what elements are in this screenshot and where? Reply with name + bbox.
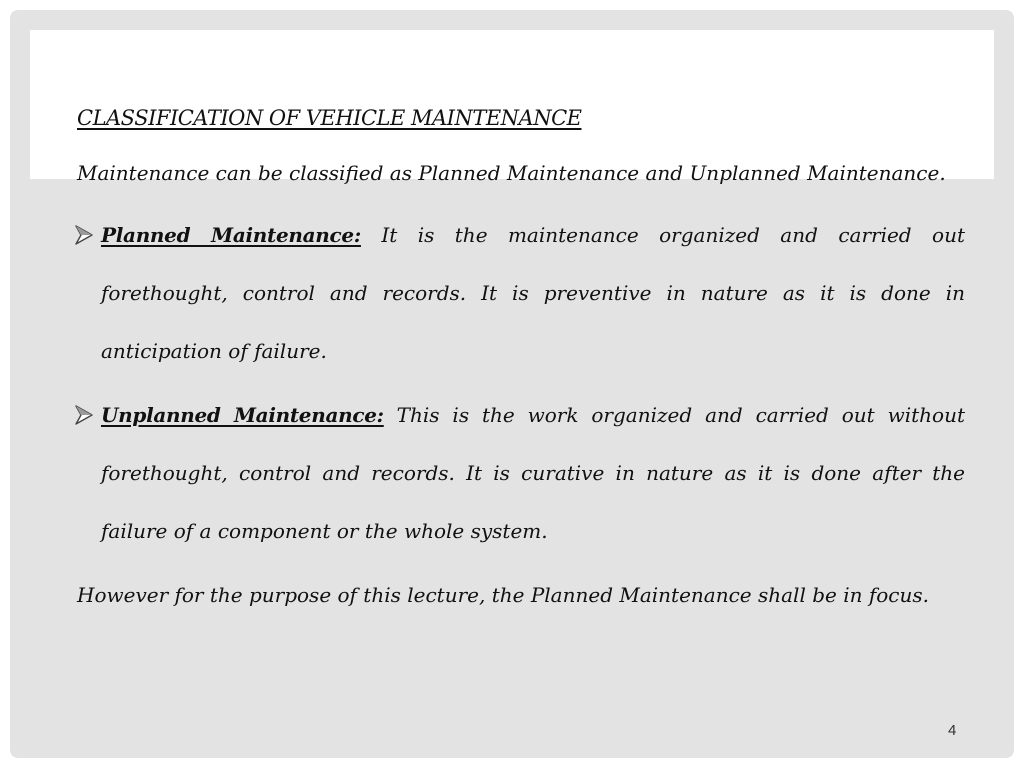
bullet-description: It is the maintenance organized and carried out forethought, control and records. It is preventive in nature as it is done in anticipation of failure. [101,223,965,363]
bullet-text [101,386,965,560]
bullet-text [101,206,965,380]
slide-content [77,92,965,624]
page-number: 4 [948,722,957,739]
bullet-unplanned [77,386,965,560]
bullet-description: This is the work organized and carried out without forethought, control and records. It is curative in nature as it is done after the failure of a component or the whole system. [101,403,966,543]
closing-paragraph: However for the purpose of this lecture, the Planned Maintenance shall be in focus. [77,583,929,607]
bullet-term: Unplanned Maintenance: [101,403,384,427]
intro-paragraph: Maintenance can be classified as Planned Maintenance and Unplanned Maintenance. [77,161,946,185]
arrow-bullet-icon [74,224,94,246]
slide-heading: CLASSIFICATION OF VEHICLE MAINTENANCE [77,106,582,130]
bullet-term: Planned Maintenance: [101,223,361,247]
bullet-planned [77,206,965,380]
arrow-bullet-icon [74,404,94,426]
